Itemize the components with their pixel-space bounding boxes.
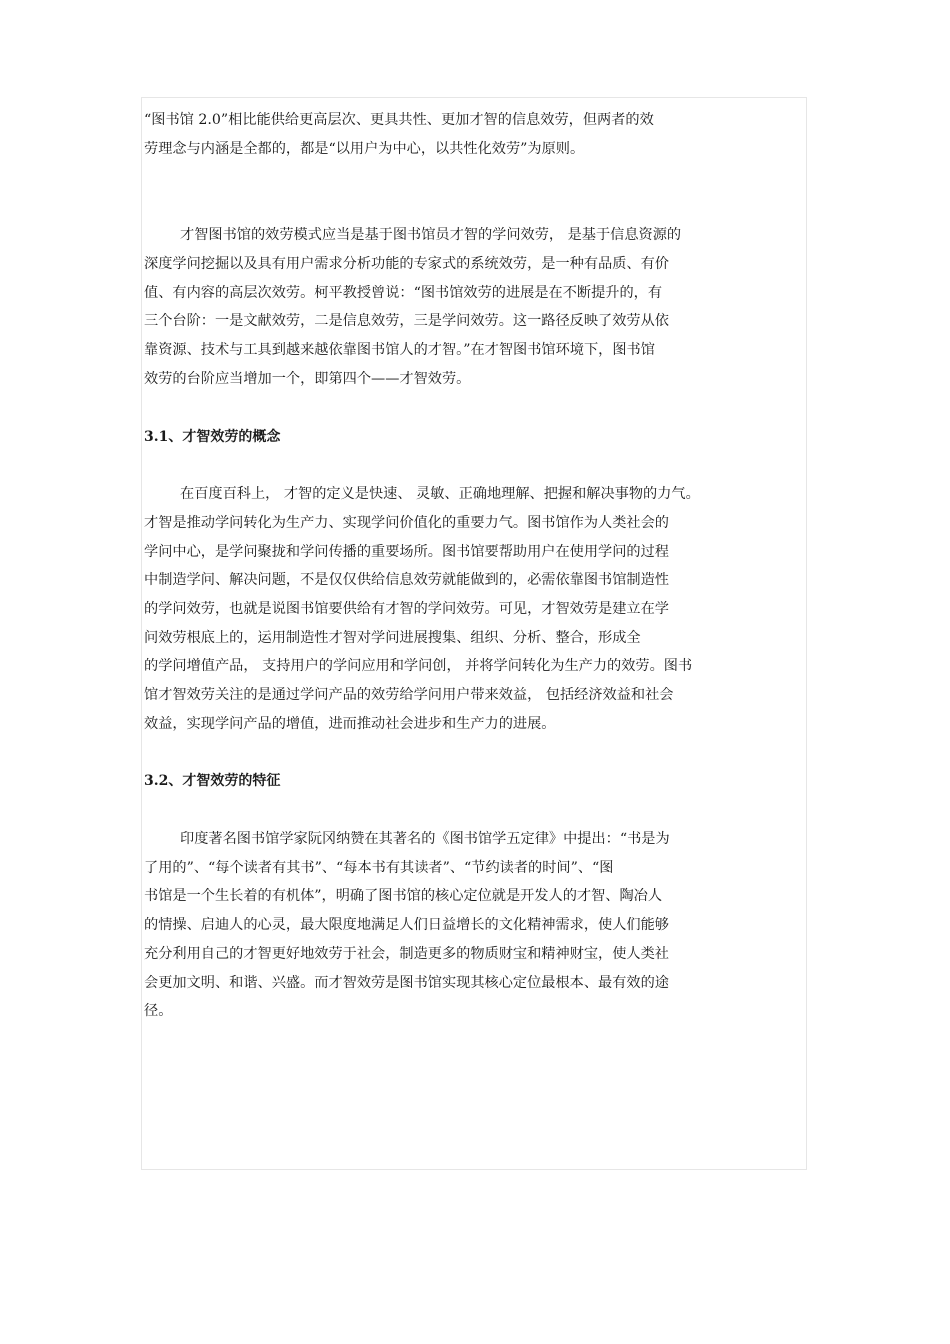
spacer	[144, 796, 804, 825]
paragraph-concept	[144, 480, 804, 738]
text-line: “图书馆 2.0”相比能供给更高层次、更具共性、更加才智的信息效劳，但两者的效	[144, 112, 654, 128]
text-line: 了用的”、“每个读者有其书”、“每本书有其读者”、“节约读者的时间”、“图	[144, 859, 614, 876]
text-line: 靠资源、技术与工具到越来越依靠图书馆人的才智。”在才智图书馆环境下，图书馆	[144, 342, 655, 359]
section-heading-3-2: 3.2、才智效劳的特征	[144, 773, 281, 790]
text-line: 效劳的台阶应当增加一个，即第四个——才智效劳。	[144, 370, 471, 387]
text-line: 才智图书馆的效劳模式应当是基于图书馆员才智的学问效劳， 是基于信息资源的	[180, 227, 682, 244]
text-line: 效益，实现学问产品的增值，进而推动社会进步和生产力的进展。	[144, 715, 556, 732]
spacer	[144, 394, 804, 423]
text-line: 劳理念与内涵是全都的，都是“以用户为中心，以共性化效劳”为原则。	[144, 140, 585, 157]
text-line: 的情操、启迪人的心灵，最大限度地满足人们日益增长的文化精神需求，使人们能够	[144, 917, 669, 934]
text-line: 径。	[144, 1003, 173, 1020]
intro-paragraph	[144, 106, 804, 163]
text-line: 学问中心，是学问聚拢和学问传播的重要场所。图书馆要帮助用户在使用学问的过程	[144, 543, 669, 560]
text-line: 的学问效劳，也就是说图书馆要供给有才智的学问效劳。可见，才智效劳是建立在学	[144, 600, 669, 617]
text-line: 在百度百科上， 才智的定义是快速、 灵敏、正确地理解、把握和解决事物的力气。	[180, 486, 700, 503]
spacer	[144, 451, 804, 480]
text-line: 中制造学问、解决问题，不是仅仅供给信息效劳就能做到的，必需依靠图书馆制造性	[144, 572, 669, 589]
text-line: 才智是推动学问转化为生产力、实现学问价值化的重要力气。图书馆作为人类社会的	[144, 514, 669, 531]
text-line: 三个台阶：一是文献效劳，二是信息效劳，三是学问效劳。这一路径反映了效劳从依	[144, 313, 669, 330]
paragraph-features	[144, 825, 804, 1026]
paragraph-smart-service-model	[144, 221, 804, 393]
spacer	[144, 163, 804, 221]
text-line: 问效劳根底上的，运用制造性才智对学问进展搜集、组织、分析、整合，形成全	[144, 629, 641, 646]
text-line: 深度学问挖掘以及具有用户需求分析功能的专家式的系统效劳，是一种有品质、有价	[144, 256, 669, 273]
text-line: 馆才智效劳关注的是通过学问产品的效劳给学问用户带来效益， 包括经济效益和社会	[144, 687, 674, 703]
text-line: 书馆是一个生长着的有机体”，明确了图书馆的核心定位就是开发人的才智、陶冶人	[144, 888, 663, 905]
text-line: 值、有内容的高层次效劳。柯平教授曾说：“图书馆效劳的进展是在不断提升的，有	[144, 284, 663, 301]
text-line: 会更加文明、和谐、兴盛。而才智效劳是图书馆实现其核心定位最根本、最有效的途	[144, 974, 669, 991]
text-line: 充分利用自己的才智更好地效劳于社会，制造更多的物质财宝和精神财宝，使人类社	[144, 945, 669, 962]
spacer	[144, 738, 804, 767]
section-heading-3-1: 3.1、才智效劳的概念	[144, 428, 281, 445]
document-body	[144, 106, 804, 1026]
text-line: 的学问增值产品， 支持用户的学问应用和学问创， 并将学问转化为生产力的效劳。图书	[144, 658, 693, 675]
text-line: 印度著名图书馆学家阮冈纳赞在其著名的《图书馆学五定律》中提出：“书是为	[180, 831, 670, 848]
